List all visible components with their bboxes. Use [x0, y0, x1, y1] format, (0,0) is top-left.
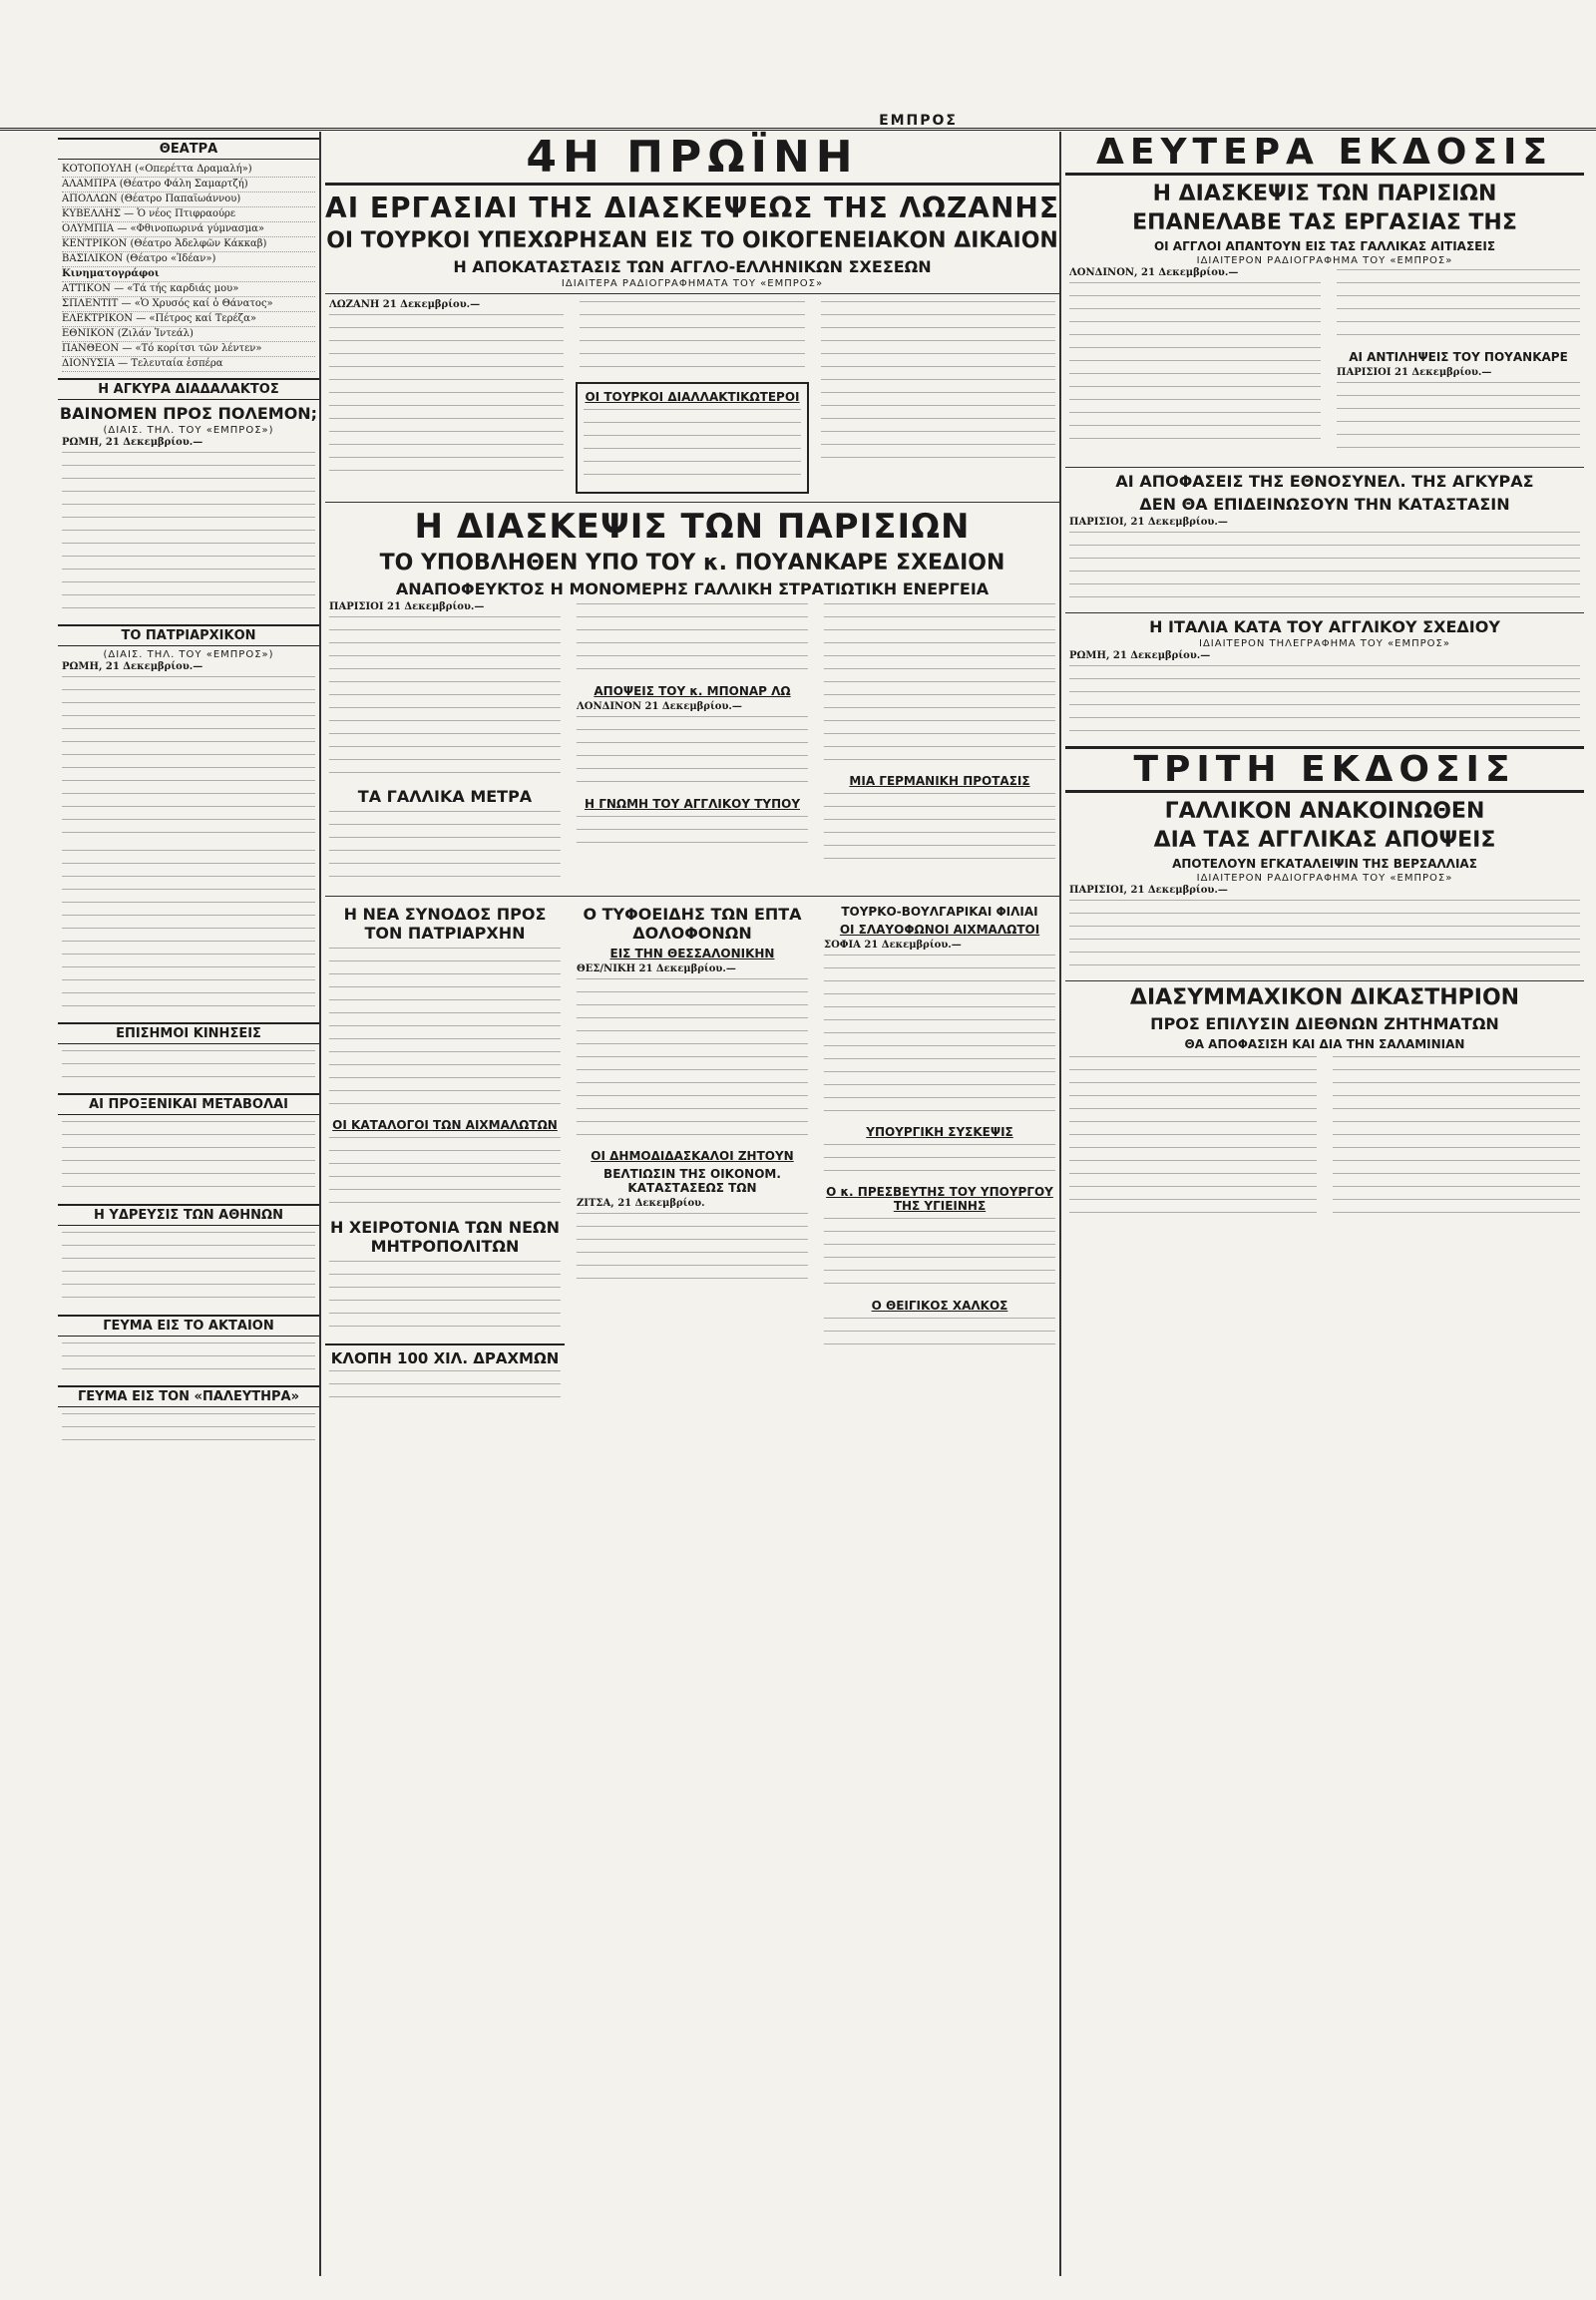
ygieini-heading: Ο κ. ΠΡΕΣΒΕΥΤΗΣ ΤΟΥ ΥΠΟΥΡΓΟΥ ΤΗΣ ΥΓΙΕΙΝΗΣ	[826, 1185, 1053, 1213]
aktaion-article	[62, 1340, 315, 1379]
dateline: ΣΟΦΙΑ 21 Δεκεμβρίου.—	[824, 940, 962, 951]
aixmalotoi-heading: ΟΙ ΚΑΤΑΛΟΓΟΙ ΤΩΝ ΑΙΧΜΑΛΩΤΩΝ	[332, 1118, 558, 1132]
theatre-item: ΚΟΤΟΠΟΥΛΗ («Οπερέττα Δραμαλή»)	[62, 163, 315, 178]
court-heading: ΔΙΑΣΥΜΜΑΧΙΚΟΝ ΔΙΚΑΣΤΗΡΙΟΝ	[1129, 985, 1520, 1010]
lausanne-mid	[576, 298, 810, 498]
synodos-article	[329, 945, 561, 1114]
theatre-item: ΚΕΝΤΡΙΚΟΝ (Θέατρο Ἀδελφῶν Κάκκαβ)	[62, 237, 315, 252]
aixmalotoi-article	[329, 1134, 561, 1214]
edition-title: 4Η ΠΡΩΪΝΗ	[325, 132, 1059, 186]
proxenikai-article	[62, 1118, 315, 1198]
theatre-item: ΑΛΑΜΠΡΑ (Θέατρο Φάλη Σαμαρτζή)	[62, 178, 315, 192]
theatre-item: ΚΥΒΕΛΛΗΣ — Ὁ νέος Πτιφραούρε	[62, 207, 315, 222]
tourko-subheading: ΟΙ ΣΛΑΥΟΦΩΝΟΙ ΑΙΧΜΑΛΩΤΟΙ	[839, 923, 1040, 937]
bottom-col-1	[325, 901, 565, 1411]
dimodidaskaloi-subheading: ΒΕΛΤΙΩΣΙΝ ΤΗΣ ΟΙΚΟΝΟΜ. ΚΑΤΑΣΤΑΣΕΩΣ ΤΩΝ	[603, 1167, 781, 1195]
dateline: ΛΟΝΔΙΝΟΝ, 21 Δεκεμβρίου.—	[1069, 267, 1239, 278]
agkyra-decisions-heading: ΑΙ ΑΠΟΦΑΣΕΙΣ ΤΗΣ ΕΘΝΟΣΥΝΕΛ. ΤΗΣ ΑΓΚΥΡΑΣ	[1115, 472, 1534, 491]
dateline: ΠΑΡΙΣΙΟΙ 21 Δεκεμβρίου.—	[1337, 367, 1492, 378]
agkyra-article	[62, 436, 315, 618]
bottom-col-2	[573, 901, 812, 1411]
french-subheading-2: ΑΠΟΤΕΛΟΥΝ ΕΓΚΑΤΑΛΕΙΨΙΝ ΤΗΣ ΒΕΡΣΑΛΛΙΑΣ	[1172, 857, 1477, 871]
paris-article-2	[577, 600, 808, 680]
italy-heading: Η ΙΤΑΛΙΑ ΚΑΤΑ ΤΟΥ ΑΓΓΛΙΚΟΥ ΣΧΕΔΙΟΥ	[1149, 617, 1500, 636]
turks-box	[576, 382, 810, 494]
patriarchiko-tag: (ΔΙΑΙΣ. ΤΗΛ. ΤΟΥ «ΕΜΠΡΟΣ»)	[103, 649, 274, 660]
metra-article	[329, 808, 561, 888]
xeirotonia-article	[329, 1258, 561, 1338]
french-subheading: ΔΙΑ ΤΑΣ ΑΓΓΛΙΚΑΣ ΑΠΟΨΕΙΣ	[1153, 828, 1496, 853]
dateline: ΛΟΝΔΙΝΟΝ 21 Δεκεμβρίου.—	[577, 701, 742, 712]
klopi-article	[329, 1367, 561, 1407]
masthead	[0, 110, 1596, 131]
lausanne-row	[325, 298, 1059, 498]
theatre-item: Κινηματογράφοι	[62, 267, 315, 282]
paris-col-3	[820, 600, 1059, 892]
article-continued	[62, 847, 315, 1016]
main-tag: ΙΔΙΑΙΤΕΡΑ ΡΑΔΙΟΓΡΑΦΗΜΑΤΑ ΤΟΥ «ΕΜΠΡΟΣ»	[561, 278, 824, 289]
divider	[1065, 467, 1584, 468]
agkyra-heading: Η ΑΓΚΥΡΑ ΔΙΑΔΑΛΑΚΤΟΣ	[58, 378, 319, 400]
dateline: ΛΩΖΑΝΗ 21 Δεκεμβρίου.—	[329, 299, 481, 310]
paris-col-2	[573, 600, 812, 892]
paleftira-heading: ΓΕΥΜΑ ΕΙΣ ΤΟΝ «ΠΑΛΕΥΤΗΡΑ»	[58, 1385, 319, 1407]
turks-box-heading: ΟΙ ΤΟΥΡΚΟΙ ΔΙΑΛΛΑΚΤΙΚΩΤΕΡΟΙ	[585, 390, 800, 404]
right-row-1	[1065, 266, 1584, 463]
klopi-heading: ΚΛΟΠΗ 100 ΧΙΛ. ΔΡΑΧΜΩΝ	[325, 1343, 565, 1367]
right-column	[1065, 132, 1584, 2276]
paris-subheadline-2: ΑΝΑΠΟΦΕΥΚΤΟΣ Η ΜΟΝΟΜΕΡΗΣ ΓΑΛΛΙΚΗ ΣΤΡΑΤΙΩΤΙΚΗ ΕΝΕΡΓΕΙΑ	[395, 579, 990, 598]
dateline: ΠΑΡΙΣΙΟΙ, 21 Δεκεμβρίου.—	[1069, 517, 1228, 528]
aktaion-heading: ΓΕΥΜΑ ΕΙΣ ΤΟ ΑΚΤΑΙΟΝ	[58, 1315, 319, 1337]
divider	[1065, 612, 1584, 613]
right-subheadline-2: ΟΙ ΑΓΓΛΟΙ ΑΠΑΝΤΟΥΝ ΕΙΣ ΤΑΣ ΓΑΛΛΙΚΑΣ ΑΙΤΙΑΣΕΙΣ	[1153, 239, 1496, 253]
french-article	[1069, 884, 1580, 976]
metra-heading: ΤΑ ΓΑΛΛΙΚΑ ΜΕΤΡΑ	[357, 787, 533, 806]
right-article	[1069, 266, 1321, 459]
bonar-law-heading: ΑΠΟΨΕΙΣ ΤΟΥ κ. ΜΠΟΝΑΡ ΛΩ	[594, 684, 791, 698]
masthead-title: ΕΜΠΡΟΣ	[879, 113, 958, 129]
agkyra-decisions-subheading: ΔΕΝ ΘΑ ΕΠΙΔΕΙΝΩΣΟΥΝ ΤΗΝ ΚΑΤΑΣΤΑΣΙΝ	[1139, 495, 1510, 514]
theatre-item: ΠΑΝΘΕΟΝ — «Τό κορίτσι τῶν λέντεν»	[62, 342, 315, 357]
theatre-list	[62, 163, 315, 372]
theatre-item: ΑΤΤΙΚΟΝ — «Τά τής καρδιάς μου»	[62, 282, 315, 297]
tyfo-heading: Ο ΤΥΦΟΕΙΔΗΣ ΤΩΝ ΕΠΤΑ ΔΟΛΟΦΟΝΩΝ	[583, 905, 802, 943]
lausanne-article-3	[821, 298, 1055, 494]
right-headline: Η ΔΙΑΣΚΕΨΙΣ ΤΩΝ ΠΑΡΙΣΙΩΝ	[1152, 182, 1497, 206]
divider	[325, 502, 1059, 503]
divider	[325, 293, 1059, 294]
episimoi-article	[62, 1047, 315, 1087]
proxenikai-heading: ΑΙ ΠΡΟΞΕΝΙΚΑΙ ΜΕΤΑΒΟΛΑΙ	[58, 1093, 319, 1115]
left-column	[58, 132, 321, 2276]
patriarchiko-heading: ΤΟ ΠΑΤΡΙΑΡΧΙΚΟΝ	[58, 624, 319, 646]
dimodidaskaloi-heading: ΟΙ ΔΗΜΟΔΙΔΑΣΚΑΛΟΙ ΖΗΤΟΥΝ	[591, 1149, 794, 1163]
tourko-article	[824, 939, 1055, 1121]
theatre-heading: ΘΕΑΤΡΑ	[58, 138, 319, 160]
theatre-item: ΕΘΝΙΚΟΝ (Ζιλάν Ἰντεάλ)	[62, 327, 315, 342]
paris-article	[329, 600, 561, 783]
main-headline: ΑΙ ΕΡΓΑΣΙΑΙ ΤΗΣ ΔΙΑΣΚΕΨΕΩΣ ΤΗΣ ΛΩΖΑΝΗΣ	[325, 192, 1059, 224]
court-article	[1069, 1053, 1317, 1223]
right-subheadline: ΕΠΑΝΕΛΑΒΕ ΤΑΣ ΕΡΓΑΣΙΑΣ ΤΗΣ	[1132, 210, 1517, 235]
dimodidaskaloi-article	[577, 1197, 808, 1290]
bonar-law-article	[577, 700, 808, 793]
lausanne-article	[329, 298, 564, 494]
agkyra-subheading: ΒΑΙΝΟΜΕΝ ΠΡΟΣ ΠΟΛΕΜΟΝ;	[59, 404, 318, 423]
second-edition-title: ΔΕΥΤΕΡΑ ΕΚΔΟΣΙΣ	[1065, 132, 1584, 176]
right-tag: ΙΔΙΑΙΤΕΡΟΝ ΡΑΔΙΟΓΡΑΦΗΜΑ ΤΟΥ «ΕΜΠΡΟΣ»	[1196, 255, 1453, 266]
dateline: ΘΕΣ/ΝΙΚΗ 21 Δεκεμβρίου.—	[577, 963, 736, 974]
dateline: ΖΙΤΣΑ, 21 Δεκεμβρίου.	[577, 1198, 705, 1209]
paris-headline: Η ΔΙΑΣΚΕΨΙΣ ΤΩΝ ΠΑΡΙΣΙΩΝ	[414, 507, 971, 547]
ydreusis-heading: Η ΥΔΡΕΥΣΙΣ ΤΩΝ ΑΘΗΝΩΝ	[58, 1204, 319, 1226]
theatre-item: ΑΠΟΛΛΩΝ (Θέατρο Παπαϊωάννου)	[62, 192, 315, 207]
xeirotonia-heading: Η ΧΕΙΡΟΤΟΝΙΑ ΤΩΝ ΝΕΩΝ ΜΗΤΡΟΠΟΛΙΤΩΝ	[329, 1218, 561, 1256]
paris-subheadline: ΤΟ ΥΠΟΒΛΗΘΕΝ ΥΠΟ ΤΟΥ κ. ΠΟΥΑΝΚΑΡΕ ΣΧΕΔΙΟΝ	[379, 551, 1005, 575]
main-subheadline-2: Η ΑΠΟΚΑΤΑΣΤΑΣΙΣ ΤΩΝ ΑΓΓΛΟ-ΕΛΛΗΝΙΚΩΝ ΣΧΕΣΕΩΝ	[453, 257, 932, 276]
theatre-item: ΒΑΣΙΛΙΚΟΝ (Θέατρο «Ἰδέαν»)	[62, 252, 315, 267]
paleftira-article	[62, 1410, 315, 1450]
xalkos-article	[824, 1315, 1055, 1354]
divider	[325, 896, 1059, 897]
court-article-2	[1333, 1053, 1580, 1223]
tourko-heading: ΤΟΥΡΚΟ-ΒΟΥΛΓΑΡΙΚΑΙ ΦΙΛΙΑΙ	[841, 905, 1038, 919]
dateline: ΡΩΜΗ, 21 Δεκεμβρίου.—	[1069, 650, 1211, 661]
french-tag: ΙΔΙΑΙΤΕΡΟΝ ΡΑΔΙΟΓΡΑΦΗΜΑ ΤΟΥ «ΕΜΠΡΟΣ»	[1196, 873, 1453, 884]
italy-article	[1069, 649, 1580, 742]
divider	[1065, 980, 1584, 981]
xalkos-heading: Ο ΘΕΙΓΙΚΟΣ ΧΑΛΚΟΣ	[871, 1299, 1008, 1313]
agkyra-decisions-article	[1069, 516, 1580, 608]
synodos-heading: Η ΝΕΑ ΣΥΝΟΔΟΣ ΠΡΟΣ ΤΟΝ ΠΑΤΡΙΑΡΧΗΝ	[343, 905, 547, 943]
theatre-item: ΕΛΕΚΤΡΙΚΟΝ — «Πέτρος καί Τερέζα»	[62, 312, 315, 327]
dateline: ΠΑΡΙΣΙΟΙ, 21 Δεκεμβρίου.—	[1069, 885, 1228, 896]
court-subheading-2: ΘΑ ΑΠΟΦΑΣΙΣΗ ΚΑΙ ΔΙΑ ΤΗΝ ΣΑΛΑΜΙΝΙΑΝ	[1184, 1037, 1465, 1051]
press-heading: Η ΓΝΩΜΗ ΤΟΥ ΑΓΓΛΙΚΟΥ ΤΥΠΟΥ	[584, 797, 801, 811]
ydreusis-article	[62, 1229, 315, 1309]
tyfo-article	[577, 962, 808, 1145]
tyfo-subheading: ΕΙΣ ΤΗΝ ΘΕΣΣΑΛΟΝΙΚΗΝ	[609, 947, 775, 960]
patriarchiko-article	[62, 660, 315, 843]
agkyra-tag: (ΔΙΑΙΣ. ΤΗΛ. ΤΟΥ «ΕΜΠΡΟΣ»)	[103, 425, 274, 436]
third-edition-title: ΤΡΙΤΗ ΕΚΔΟΣΙΣ	[1065, 746, 1584, 793]
paris-row	[325, 600, 1059, 892]
theatre-item: ΔΙΟΝΥΣΙΑ — Τελευταία ἑσπέρα	[62, 357, 315, 372]
center-column	[325, 132, 1061, 2276]
main-subheadline: ΟΙ ΤΟΥΡΚΟΙ ΥΠΕΧΩΡΗΣΑΝ ΕΙΣ ΤΟ ΟΙΚΟΓΕΝΕΙΑΚΟΝ ΔΙΚΑΙΟΝ	[326, 228, 1058, 253]
italy-tag: ΙΔΙΑΙΤΕΡΟΝ ΤΗΛΕΓΡΑΦΗΜΑ ΤΟΥ «ΕΜΠΡΟΣ»	[1199, 638, 1450, 649]
dateline: ΡΩΜΗ, 21 Δεκεμβρίου.—	[62, 661, 203, 672]
theatre-item: ΟΛΥΜΠΙΑ — «Φθινοπωρινά γύμνασμα»	[62, 222, 315, 237]
german-article	[824, 790, 1055, 870]
bottom-col-3	[820, 901, 1059, 1411]
french-heading: ΓΑΛΛΙΚΟΝ ΑΝΑΚΟΙΝΩΘΕΝ	[1164, 799, 1485, 824]
court-row	[1065, 1053, 1584, 1227]
dateline: ΡΩΜΗ, 21 Δεκεμβρίου.—	[62, 437, 203, 448]
ypourgiki-article	[824, 1141, 1055, 1181]
dateline: ΠΑΡΙΣΙΟΙ 21 Δεκεμβρίου.—	[329, 601, 485, 612]
paris-article-3	[824, 600, 1055, 770]
german-heading: ΜΙΑ ΓΕΡΜΑΝΙΚΗ ΠΡΟΤΑΣΙΣ	[849, 774, 1030, 788]
paris-col-1	[325, 600, 565, 892]
turks-box-text	[584, 406, 802, 486]
right-article-2	[1337, 266, 1580, 346]
theatre-item: ΣΠΛΕΝΤΙΤ — «Ὁ Χρυσός καί ὁ Θάνατος»	[62, 297, 315, 312]
lausanne-article-2	[580, 298, 806, 378]
court-subheading: ΠΡΟΣ ΕΠΙΛΥΣΙΝ ΔΙΕΘΝΩΝ ΖΗΤΗΜΑΤΩΝ	[1150, 1014, 1499, 1033]
episimoi-heading: ΕΠΙΣΗΜΟΙ ΚΙΝΗΣΕΙΣ	[58, 1022, 319, 1044]
press-article	[577, 813, 808, 853]
ypourgiki-heading: ΥΠΟΥΡΓΙΚΗ ΣΥΣΚΕΨΙΣ	[866, 1125, 1013, 1139]
ygieini-article	[824, 1215, 1055, 1295]
bottom-row	[325, 901, 1059, 1411]
right-col-b	[1333, 266, 1584, 463]
poincare-heading: ΑΙ ΑΝΤΙΛΗΨΕΙΣ ΤΟΥ ΠΟΥΑΝΚΑΡΕ	[1349, 350, 1568, 364]
poincare-article	[1337, 366, 1580, 459]
